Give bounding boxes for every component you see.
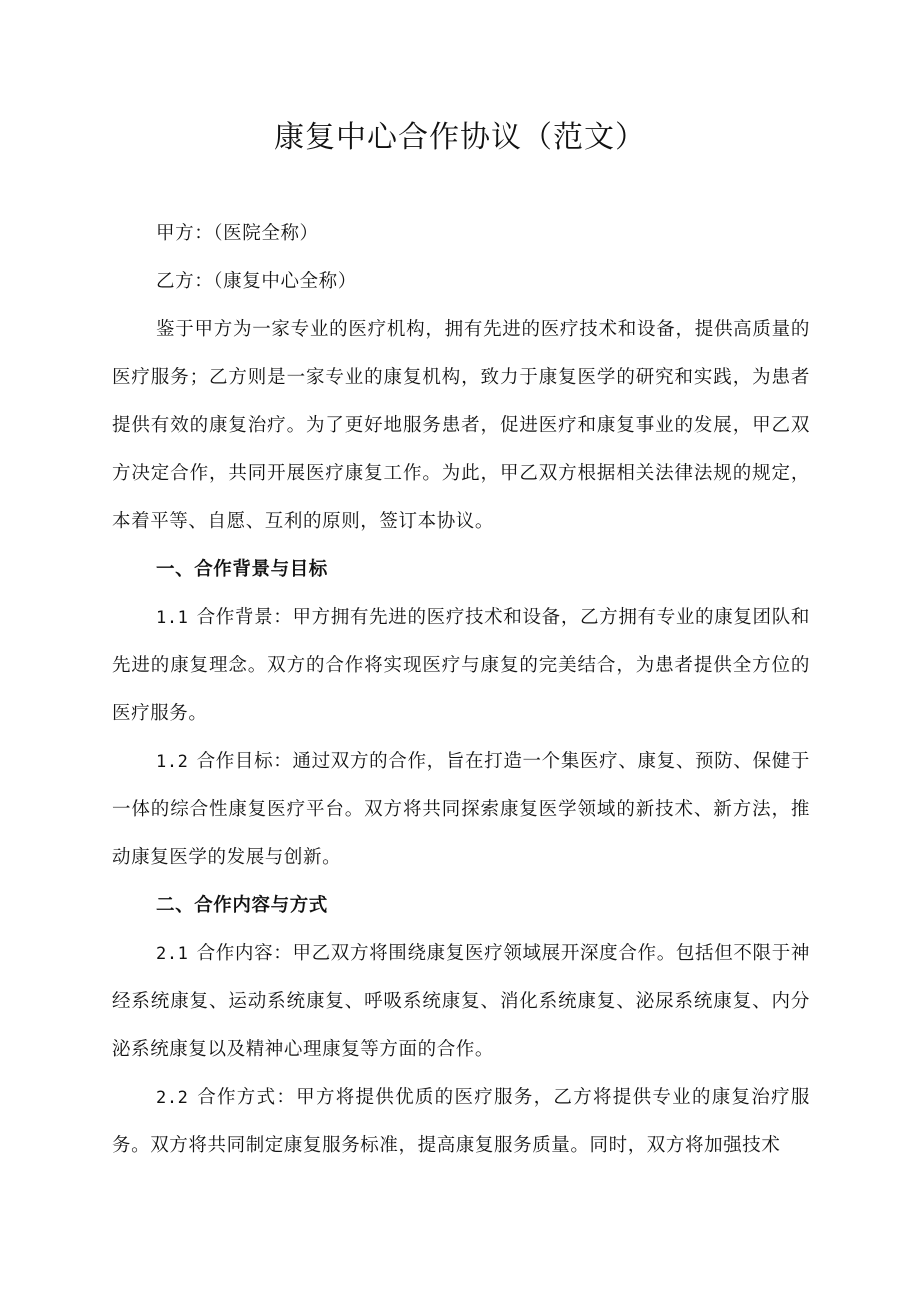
clause-text: 合作目标：通过双方的合作，旨在打造一个集医疗、康复、预防、保健于一体的综合性康复医疗平台。双方将共同探索康复医学领域的新技术、新方法，推动康复医学的发展与创新。 xyxy=(112,751,810,868)
section-heading-2: 二、合作内容与方式 xyxy=(156,895,328,916)
document-title: 康复中心合作协议（范文） xyxy=(274,120,646,155)
preamble-paragraph: 鉴于甲方为一家专业的医疗机构，拥有先进的医疗技术和设备，提供高质量的医疗服务；乙方则是一家专业的康复机构，致力于康复医学的研究和实践，为患者提供有效的康复治疗。为了更好地服务患者，促进医疗和康复事业的发展，甲乙双方决定合作，共同开展医疗康复工作。为此，甲乙双方根据相关法律法规的规定，本着平等、自愿、互利的原则，签订本协议。 xyxy=(112,319,810,532)
clause-number: 1.2 xyxy=(156,752,189,772)
clause-text: 合作内容：甲乙双方将围绕康复医疗领域展开深度合作。包括但不限于神经系统康复、运动系统康复、呼吸系统康复、消化系统康复、泌尿系统康复、内分泌系统康复以及精神心理康复等方面的合作。 xyxy=(112,943,810,1060)
clause-1-1 xyxy=(112,594,810,738)
section-heading-1: 一、合作背景与目标 xyxy=(156,559,328,580)
clause-number: 2.1 xyxy=(156,944,189,964)
clause-text: 合作背景：甲方拥有先进的医疗技术和设备，乙方拥有专业的康复团队和先进的康复理念。双方的合作将实现医疗与康复的完美结合，为患者提供全方位的医疗服务。 xyxy=(112,607,810,724)
clause-2-2 xyxy=(112,1074,810,1170)
clause-number: 2.2 xyxy=(156,1088,189,1108)
clause-number: 1.1 xyxy=(156,608,189,628)
clause-text: 合作方式：甲方将提供优质的医疗服务，乙方将提供专业的康复治疗服务。双方将共同制定康复服务标准，提高康复服务质量。同时，双方将加强技术 xyxy=(112,1087,810,1156)
clause-1-2 xyxy=(112,738,810,882)
party-b-line: 乙方：（康复中心全称） xyxy=(156,271,357,292)
party-a-line: 甲方：（医院全称） xyxy=(156,223,319,244)
document-body xyxy=(112,210,810,1170)
clause-2-1 xyxy=(112,930,810,1074)
